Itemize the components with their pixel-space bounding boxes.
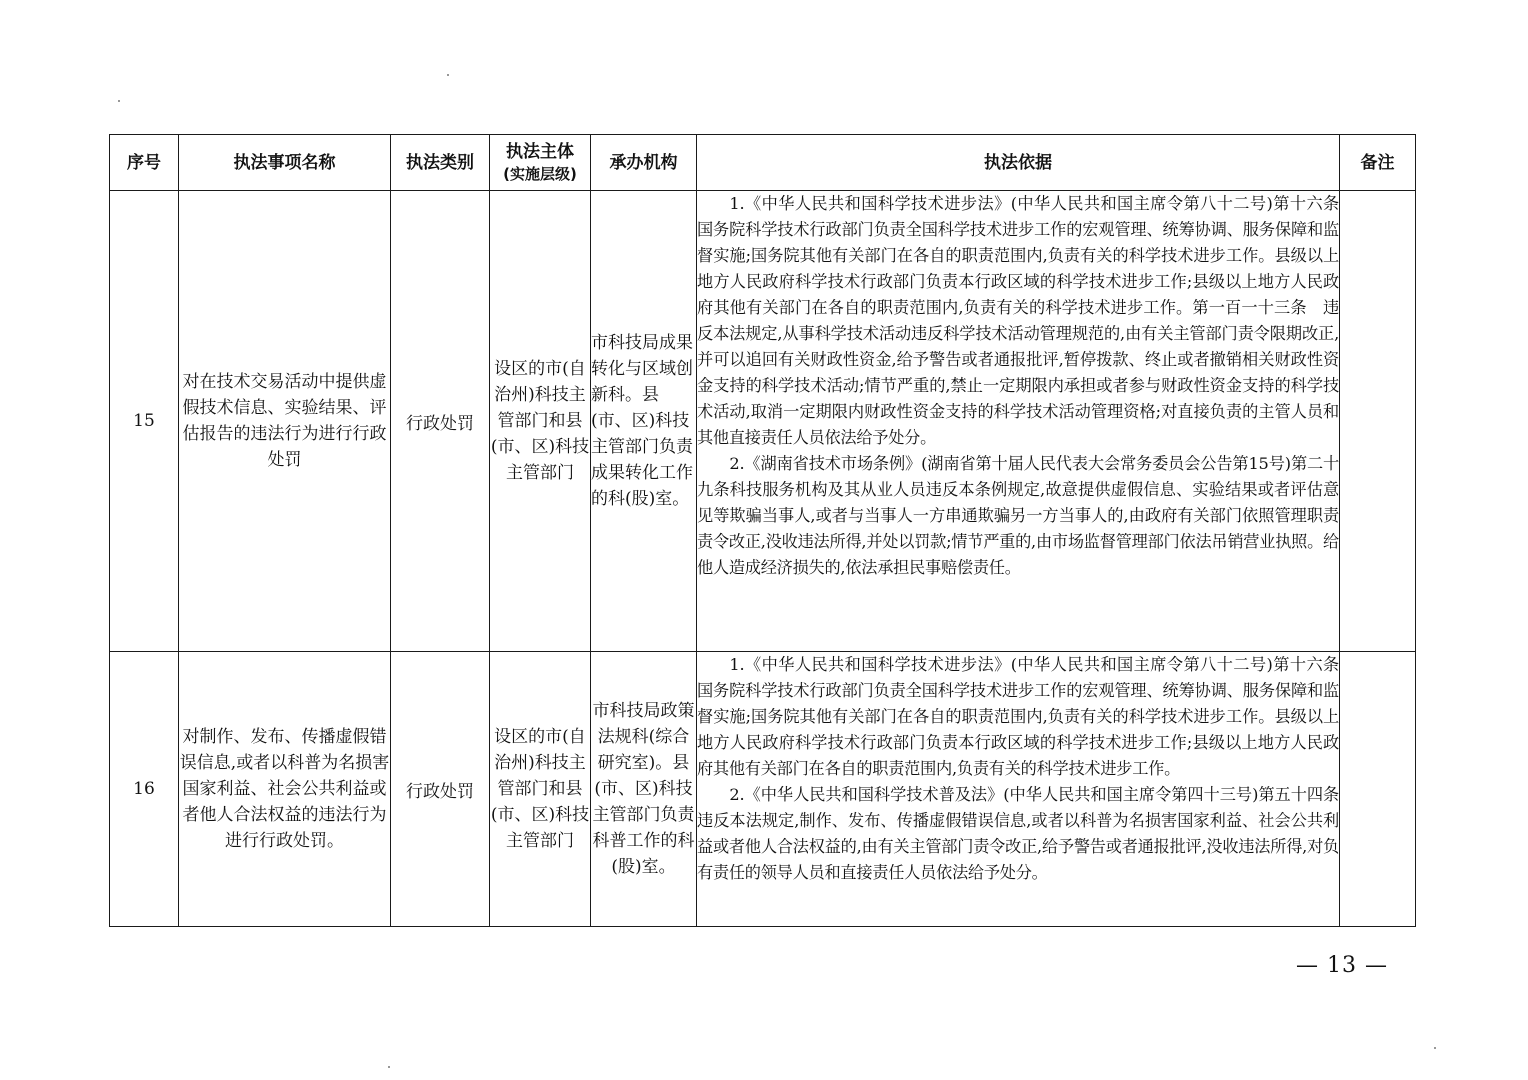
scan-speck [447,74,449,76]
scan-speck [1434,1047,1436,1049]
basis-paragraph: 2.《湖南省技术市场条例》(湖南省第十届人民代表大会常务委员会公告第15号)第二十九条科技服务机构及其从业人员违反本条例规定,故意提供虚假信息、实验结果或者评估意见等欺骗当事人,或者与当事人一方串通欺骗另一方当事人的,由政府有关部门依照管理职责责令改正,没收违法所得,并处以罚款;情节严重的,由市场监督管理部门依法吊销营业执照。给他人造成经济损失的,依法承担民事赔偿责任。 [697,454,1339,577]
row-subject: 设区的市(自治州)科技主管部门和县(市、区)科技主管部门 [490,652,591,927]
scan-speck [388,1066,390,1068]
row-basis [697,191,1355,652]
header-row [110,135,1416,191]
table-row [110,652,1416,927]
col-header-note: 备注 [1340,135,1416,191]
col-header-basis: 执法依据 [697,135,1340,191]
col-header-org: 承办机构 [591,135,697,191]
enforcement-table [109,134,1416,927]
row-seq: 16 [110,652,179,927]
col-header-subject-line1: 执法主体 [506,141,574,162]
row-org: 市科技局政策法规科(综合研究室)。县(市、区)科技主管部门负责科普工作的科(股)室。 [591,652,697,927]
row-category: 行政处罚 [391,652,490,927]
col-header-subject [490,135,591,191]
scan-speck [118,100,120,102]
basis-paragraph: 1.《中华人民共和国科学技术进步法》(中华人民共和国主席令第八十二号)第十六条 国务院科学技术行政部门负责全国科学技术进步工作的宏观管理、统筹协调、服务保障和监督实施;国务院其他有关部门在各自的职责范围内,负责有关的科学技术进步工作。县级以上地方人民政府科学技术行政部门负责本行政区域的科学技术进步工作;县级以上地方人民政府其他有关部门在各自的职责范围内,负责有关的科学技术进步工作。 [697,655,1355,778]
col-header-subject-line2: (实施层级) [503,164,577,183]
basis-paragraph: 1.《中华人民共和国科学技术进步法》(中华人民共和国主席令第八十二号)第十六条 国务院科学技术行政部门负责全国科学技术进步工作的宏观管理、统筹协调、服务保障和监督实施;国务院其他有关部门在各自的职责范围内,负责有关的科学技术进步工作。县级以上地方人民政府科学技术行政部门负责本行政区域的科学技术进步工作;县级以上地方人民政府其他有关部门在各自的职责范围内,负责有关的科学技术进步工作。第一百一十三条 违反本法规定,从事科学技术活动违反科学技术活动管理规范的,由有关主管部门责令限期改正,并可以追回有关财政性资金,给予警告或者通报批评,暂停拨款、终止或者撤销相关财政性资金支持的科学技术活动;情节严重的,禁止一定期限内承担或者参与财政性资金支持的科学技术活动,取消一定期限内财政性资金支持的科学技术活动管理资格;对直接负责的主管人员和其他直接责任人员依法给予处分。 [697,194,1355,447]
row-item-name: 对制作、发布、传播虚假错误信息,或者以科普为名损害国家利益、社会公共利益或者他人合法权益的违法行为进行行政处罚。 [179,652,391,927]
col-header-name: 执法事项名称 [179,135,391,191]
row-item-name: 对在技术交易活动中提供虚假技术信息、实验结果、评估报告的违法行为进行行政处罚 [179,191,391,652]
row-subject: 设区的市(自治州)科技主管部门和县(市、区)科技主管部门 [490,191,591,652]
row-seq: 15 [110,191,179,652]
row-org: 市科技局成果转化与区域创新科。县(市、区)科技主管部门负责成果转化工作的科(股)室。 [591,191,697,652]
row-category: 行政处罚 [391,191,490,652]
row-basis [697,652,1355,927]
basis-paragraph: 2.《中华人民共和国科学技术普及法》(中华人民共和国主席令第四十三号)第五十四条 违反本法规定,制作、发布、传播虚假错误信息,或者以科普为名损害国家利益、社会公共利益或者他人合法权益的,由有关主管部门责令改正,给予警告或者通报批评,没收违法所得,对负有责任的领导人员和直接责任人员依法给予处分。 [697,785,1355,882]
table-row [110,191,1416,652]
row-note [1340,191,1416,652]
col-header-category: 执法类别 [391,135,490,191]
col-header-seq: 序号 [110,135,179,191]
page-number: — 13 — [1296,953,1388,978]
